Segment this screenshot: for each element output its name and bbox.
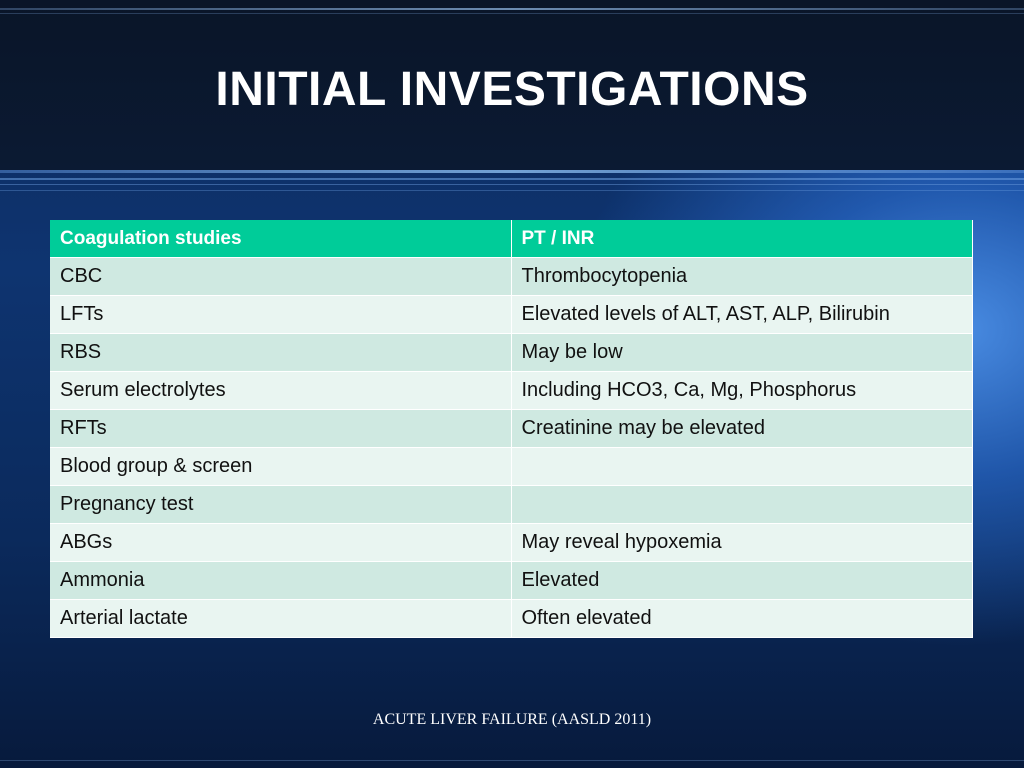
table-row: [50, 486, 972, 524]
page-title: INITIAL INVESTIGATIONS: [215, 63, 809, 116]
test-name-cell: Pregnancy test: [50, 486, 511, 524]
table-row: [50, 410, 972, 448]
decorative-line: [0, 8, 1024, 10]
test-name-cell: ABGs: [50, 524, 511, 562]
finding-cell: Often elevated: [511, 600, 972, 638]
test-name-cell: LFTs: [50, 296, 511, 334]
investigations-table: [50, 220, 973, 638]
finding-cell: Thrombocytopenia: [511, 258, 972, 296]
test-name-cell: Serum electrolytes: [50, 372, 511, 410]
table-header-cell: PT / INR: [511, 220, 972, 258]
finding-cell: May be low: [511, 334, 972, 372]
finding-cell: [511, 448, 972, 486]
investigations-table-container: [50, 220, 972, 638]
finding-cell: Elevated: [511, 562, 972, 600]
table-row: [50, 296, 972, 334]
finding-cell: May reveal hypoxemia: [511, 524, 972, 562]
table-row: [50, 372, 972, 410]
table-row: [50, 524, 972, 562]
table-header-cell: Coagulation studies: [50, 220, 511, 258]
table-row: [50, 562, 972, 600]
table-row: [50, 600, 972, 638]
test-name-cell: CBC: [50, 258, 511, 296]
test-name-cell: Arterial lactate: [50, 600, 511, 638]
table-row: [50, 448, 972, 486]
finding-cell: Creatinine may be elevated: [511, 410, 972, 448]
decorative-line: [0, 13, 1024, 14]
table-row: [50, 334, 972, 372]
table-header-row: [50, 220, 972, 258]
decorative-stripes: [0, 170, 1024, 196]
test-name-cell: RBS: [50, 334, 511, 372]
test-name-cell: RFTs: [50, 410, 511, 448]
table-row: [50, 258, 972, 296]
slide-footer: ACUTE LIVER FAILURE (AASLD 2011): [372, 711, 652, 728]
finding-cell: [511, 486, 972, 524]
decorative-line: [0, 760, 1024, 761]
test-name-cell: Ammonia: [50, 562, 511, 600]
test-name-cell: Blood group & screen: [50, 448, 511, 486]
finding-cell: Including HCO3, Ca, Mg, Phosphorus: [511, 372, 972, 410]
finding-cell: Elevated levels of ALT, AST, ALP, Bilirubin: [511, 296, 972, 334]
